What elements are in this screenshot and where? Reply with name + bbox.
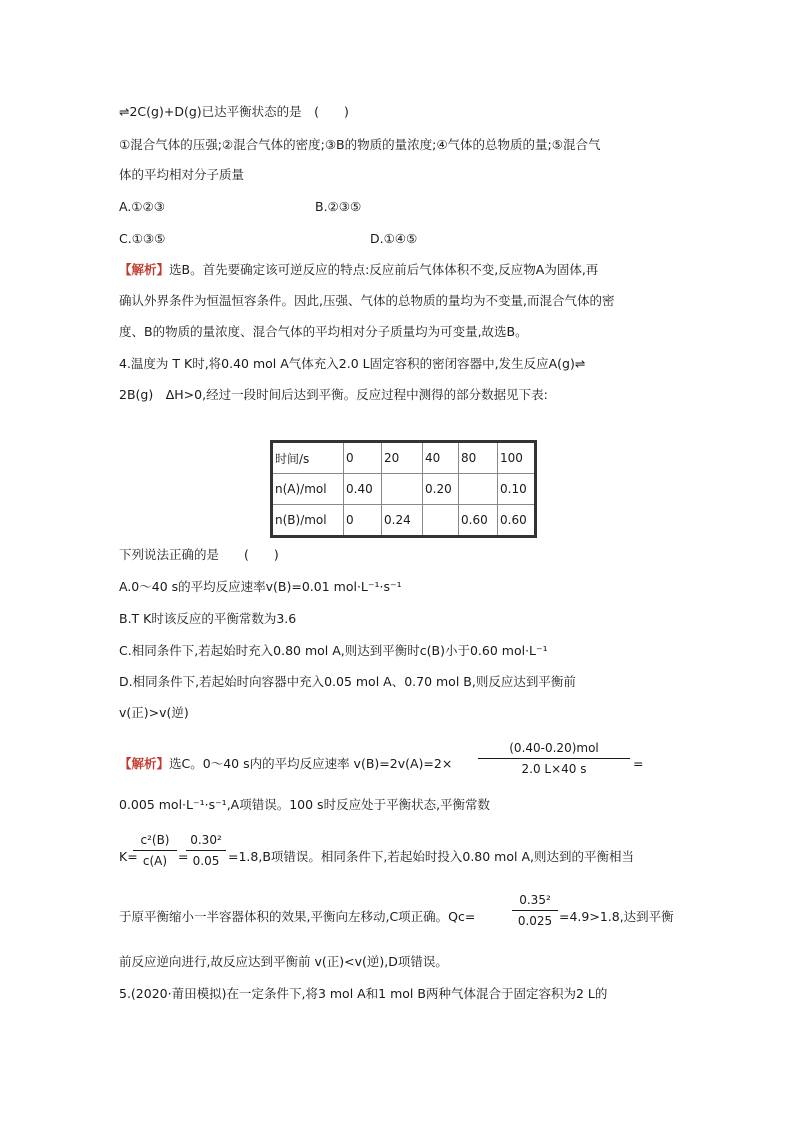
rate-fraction (478, 740, 630, 777)
k-fraction (133, 832, 177, 869)
fraction-bar (133, 850, 177, 851)
q3-analysis-line-1 (119, 261, 598, 279)
k-value-fraction (186, 832, 226, 869)
fraction-numerator: c²(B) (140, 833, 170, 847)
fraction-denominator: c(A) (142, 854, 168, 868)
table-cell (423, 505, 459, 537)
table-cell: 40 (423, 442, 459, 474)
q3-option-d: D.①④⑤ (370, 231, 418, 246)
fraction-numerator: (0.40-0.20)mol (509, 741, 599, 755)
table-cell: 0.20 (423, 474, 459, 505)
q3-items: ①混合气体的压强;②混合气体的密度;③B的物质的量浓度;④气体的总物质的量;⑤混合气 (119, 137, 601, 152)
table-cell: 80 (459, 442, 498, 474)
fraction-denominator: 0.05 (192, 854, 220, 868)
table-row (272, 474, 536, 505)
q4-stem-line-2: 2B(g) ΔH>0,经过一段时间后达到平衡。反应过程中测得的部分数据见下表: (119, 387, 548, 402)
equals-sign: = (178, 849, 189, 864)
q5-stem: 5.(2020·莆田模拟)在一定条件下,将3 mol A和1 mol B两种气体混合于固定容积为2 L的 (119, 986, 608, 1001)
table-cell (459, 474, 498, 505)
fraction-numerator: 0.30² (190, 833, 222, 847)
table-cell: 0 (344, 505, 382, 537)
table-cell: 时间/s (272, 442, 344, 474)
fraction-denominator: 0.025 (517, 914, 553, 928)
k-label: K= (119, 849, 138, 864)
q3-option-c: C.①③⑤ (119, 231, 166, 246)
q4-data-table (270, 440, 537, 538)
table-cell: 0.40 (344, 474, 382, 505)
q4-analysis-text: 选C。0～40 s内的平均反应速率 v(B)=2v(A)=2× (169, 756, 453, 771)
fraction-bar (186, 850, 226, 851)
q3-option-a: A.①②③ (119, 199, 165, 214)
q3-option-b: B.②③⑤ (315, 199, 362, 214)
q4-analysis-line-4-end: =4.9>1.8,达到平衡 (559, 909, 674, 924)
table-row (272, 442, 536, 474)
qc-fraction (512, 892, 558, 929)
q4-option-c: C.相同条件下,若起始时充入0.80 mol A,则达到平衡时c(B)小于0.60 mol·L⁻¹ (119, 643, 548, 658)
q4-option-d: D.相同条件下,若起始时向容器中充入0.05 mol A、0.70 mol B,则反应达到平衡前 (119, 674, 576, 689)
table-cell: 0 (344, 442, 382, 474)
analysis-tag: 【解析】 (119, 756, 170, 771)
q3-analysis-text: 选B。首先要确定该可逆反应的特点:反应前后气体体积不变,反应物A为固体,再 (169, 262, 599, 277)
fraction-numerator: 0.35² (519, 893, 551, 907)
q4-analysis-line-2: 0.005 mol·L⁻¹·s⁻¹,A项错误。100 s时反应处于平衡状态,平衡常数 (119, 797, 491, 812)
q4-question: 下列说法正确的是 ( ) (119, 547, 279, 562)
fraction-denominator: 2.0 L×40 s (521, 762, 587, 776)
q3-items-cont: 体的平均相对分子质量 (119, 167, 245, 182)
q4-analysis-line-4: 于原平衡缩小一半容器体积的效果,平衡向左移动,C项正确。Qc= (119, 909, 476, 924)
q4-analysis-line-5: 前反应逆向进行,故反应达到平衡前 v(正)<v(逆),D项错误。 (119, 954, 448, 969)
table-cell: n(B)/mol (272, 505, 344, 537)
q4-option-a: A.0～40 s的平均反应速率v(B)=0.01 mol·L⁻¹·s⁻¹ (119, 579, 402, 594)
q4-option-d-cont: v(正)>v(逆) (119, 705, 189, 720)
table-cell: 100 (498, 442, 536, 474)
q4-analysis-line-3: =1.8,B项错误。相同条件下,若起始时投入0.80 mol A,则达到的平衡相当 (228, 849, 634, 864)
table-row (272, 505, 536, 537)
q4-option-b: B.T K时该反应的平衡常数为3.6 (119, 611, 297, 626)
q4-analysis-line-1 (119, 755, 452, 773)
equals-sign: = (633, 756, 644, 771)
table-cell: 0.24 (382, 505, 423, 537)
table-cell: 0.10 (498, 474, 536, 505)
table-cell: n(A)/mol (272, 474, 344, 505)
fraction-bar (478, 758, 630, 759)
fraction-bar (512, 910, 558, 911)
q3-analysis-line-2: 确认外界条件为恒温恒容条件。因此,压强、气体的总物质的量均为不变量,而混合气体的密 (119, 293, 615, 308)
table-cell (382, 474, 423, 505)
table-cell: 0.60 (459, 505, 498, 537)
analysis-tag: 【解析】 (119, 262, 170, 277)
q4-stem-line-1: 4.温度为 T K时,将0.40 mol A气体充入2.0 L固定容积的密闭容器中,发生反应A(g)⇌ (119, 356, 586, 371)
q3-stem: ⇌2C(g)+D(g)已达平衡状态的是 ( ) (119, 104, 349, 119)
table-cell: 20 (382, 442, 423, 474)
table-cell: 0.60 (498, 505, 536, 537)
q3-analysis-line-3: 度、B的物质的量浓度、混合气体的平均相对分子质量均为可变量,故选B。 (119, 324, 528, 339)
